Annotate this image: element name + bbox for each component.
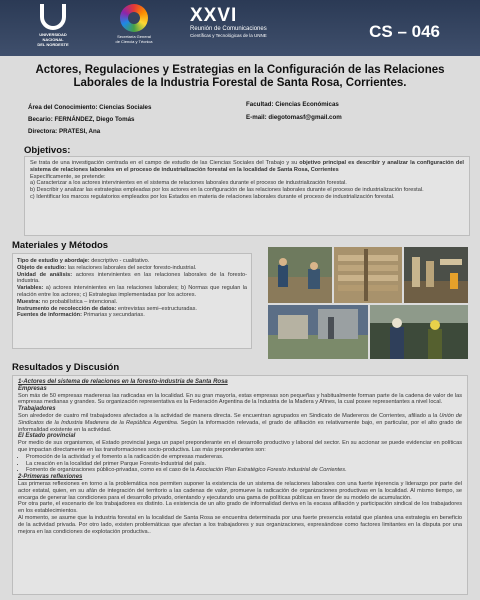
interview-photo (370, 305, 468, 359)
sawmill-photo-image (404, 247, 468, 303)
metodo-value: las relaciones laborales del sector foresto-industrial. (66, 264, 197, 271)
photo-collage (268, 247, 468, 359)
objetivos-heading: Objetivos: (24, 145, 71, 156)
area-label: Área del Conocimiento: Ciencias Sociales (28, 104, 152, 111)
estado-bullets (18, 454, 462, 474)
plant-photo-image (268, 305, 368, 359)
unne-logo (28, 4, 78, 47)
interview-photo-image (370, 305, 468, 359)
logo1-line1: UNIVERSIDAD (39, 32, 67, 37)
metodo-key: Muestra: (17, 298, 41, 305)
objetivo-item-b: b) Describir y analizar las estrategias empleadas por los actores en la configuración de las relaciones laborales durante el proceso de industrialización forestal. (30, 187, 424, 194)
facultad-label: Facultad: Ciencias Económicas (246, 101, 339, 108)
resultados-box (12, 375, 468, 595)
metodo-value: Primarias y secundarias. (81, 312, 145, 319)
email-label: E-mail: diegotomasf@gmail.com (246, 114, 342, 121)
poster-title: Actores, Regulaciones y Estrategias en la Configuración de las Relaciones Laborales de la Industria Forestal de Santa Rosa, Corrientes. (35, 64, 445, 89)
estado-heading: El Estado provincial (18, 433, 76, 440)
sawmill-photo (404, 247, 468, 303)
logo1-line2: NACIONAL (42, 37, 64, 42)
event-line2: Científicas y Tecnológicas de la UNNE (190, 33, 267, 38)
reflexion-1: Las primeras reflexiones en torno a la problemática nos permiten suponer la existencia de un sistema de relaciones laborales con una fuerte injerencia y liderazgo por parte del actor estatal, quien, en su afán de integración del territorio a las cadenas de valor, promueve la radicación de organizaciones productivas en la localidad. Al mismo tiempo, se encarga de generar las condiciones para el desarrollo privado, orientando y ejecutando una gama de políticas públicas en favor de su modelo de acumulación. (18, 480, 462, 501)
metodo-value: actores intervinientes en las relaciones laborales de la foresto-industria. (17, 271, 247, 285)
workers-photo (268, 247, 332, 303)
logo2-line1: Secretaría General (117, 34, 151, 39)
metodo-key: Objeto de estudio: (17, 264, 67, 271)
metodo-key: Tipo de estudio y abordaje: (17, 258, 90, 264)
metodos-box (12, 253, 252, 349)
objetivos-intro: Se trata de una investigación centrada en el campo de estudio de las Ciencias Sociales del Trabajo y su (30, 160, 300, 166)
metodo-value: descriptivo - cualitativo. (89, 258, 150, 264)
bullet3-text-b: . (345, 467, 347, 474)
trabajadores-heading: Trabajadores (18, 406, 56, 413)
logo2-line2: de Ciencia y Técnica (115, 39, 153, 44)
metodo-key: Variables: (17, 285, 44, 292)
bullet3-text-a: Fomento de organizaciones público-privadas, como es el caso de la (26, 467, 197, 474)
bullet-item: • La creación en la localidad del primer Parque Foresto-Industrial del país. (26, 461, 462, 468)
resultados-s1-title: 1-Actores del sistema de relaciones en la foresto-industria de Santa Rosa (18, 379, 228, 385)
metodo-key: Fuentes de información: (17, 312, 82, 319)
objetivo-item-a: a) Caracterizar a los actores intervinientes en el sistema de relaciones laborales durante el proceso de industrialización forestal. (30, 180, 347, 187)
workers-photo-image (268, 247, 332, 303)
poster-code: CS – 046 (369, 22, 440, 41)
objetivos-text (30, 160, 464, 201)
objetivos-lead: Específicamente, se pretende: (30, 173, 106, 180)
trabajadores-union: Unión de Sindicatos de la Industria Maderera de la República Argentina (18, 412, 462, 426)
becario-label: Becario: FERNÁNDEZ, Diego Tomás (28, 116, 135, 123)
empresas-heading: Empresas (18, 385, 47, 392)
objetivos-main: objetivo principal es describir y analizar la configuración del sistema de relaciones laborales en el proceso de industrialización forestal en la localidad de Santa Rosa, Corrientes (30, 160, 464, 173)
metodo-key: Unidad de análisis: (17, 271, 73, 278)
bullet3-italic: Asociación Plan Estratégico Foresto industrial de Corrientes (196, 467, 346, 474)
event-logo (190, 6, 310, 39)
secretaria-logo (104, 4, 164, 44)
resultados-heading: Resultados y Discusión (12, 362, 120, 373)
bullet-item: • Promoción de la actividad y el fomento a la radicación de empresas madereras. (26, 454, 462, 461)
plant-photo (268, 305, 368, 359)
reflexion-3: Al momento, se asume que la industria forestal en la localidad de Santa Rosa se encuentra determinada por una fuerte presencia estatal que plantea una estrategia en beneficio de la actividad privada. Por otro lado, existen problemáticas que afectan a los trabajadores y sus organizaciones, expresándose como factores limitantes en la disputa por una mejora en las condiciones de explotación productiva.. (18, 514, 462, 535)
metodo-value: a) actores intervinientes en las relaciones laborales; b) Normas que regulan la relación entre los actores; c) Estrategias implementadas por los actores. (17, 285, 247, 298)
empresas-text: Son más de 50 empresas madereras las radicadas en la localidad. En su gran mayoría, estas empresas son pequeñas y habitualmente forman parte de la cadena de valor de las empresas medianas y grandes. Su organización representativa es la Federación Argentina de la Industria de la Madera y Afines, la cual posee representantes a nivel local. (18, 392, 462, 406)
trabajadores-text-b: . Según la información relevada, el grado de afiliación es relativamente bajo, en particular, por el alto grado de informalidad existente en la actividad. (18, 419, 462, 433)
directora-label: Directora: PRATESI, Ana (28, 128, 101, 135)
rainbow-circle-icon (120, 4, 148, 32)
metodo-key: Instrumento de recolección de datos: (17, 305, 117, 312)
metodo-value: no probabilística – intencional. (40, 298, 118, 305)
objetivos-box (24, 156, 470, 236)
objetivo-item-c: c) Identificar los marcos regulatorios empleados por los Estados en materia de relaciones laborales durante el proceso de industrialización forestal. (30, 193, 395, 200)
resultados-s2-title: 2-Primeras reflexiones (18, 474, 83, 481)
metodos-heading: Materiales y Métodos (12, 240, 109, 251)
metodos-text (17, 258, 247, 319)
estado-text: Por medio de sus organismos, el Estado provincial juega un papel preponderante en el desarrollo productivo y laboral del sector. En su accionar se puede evidenciar en políticas que impactan directamente en las transformaciones socio-productiva. Las más preponderantes son: (18, 440, 462, 453)
logo1-line3: DEL NORDESTE (37, 42, 69, 47)
event-line1: Reunión de Comunicaciones (190, 26, 267, 32)
bullet-item (26, 467, 462, 474)
lumber-photo (334, 247, 402, 303)
reflexion-2: Por otra parte, el escenario de los trabajadores es distinto. La existencia de un alto grado de informalidad deriva en la escasa afiliación y participación sindical de los trabajadores en los establecimientos. (18, 501, 462, 515)
unne-u-icon (40, 4, 66, 30)
trabajadores-text-a: Son alrededor de cuatro mil trabajadores afectados a la actividad de manera directa. Se encuentran agrupados en Sindicato de Madereros de Corrientes, afiliado a la (18, 412, 440, 419)
header-banner (0, 0, 480, 56)
metodo-value: entrevistas semi–estructuradas. (116, 305, 197, 312)
resultados-text (18, 379, 462, 535)
lumber-photo-image (334, 247, 402, 303)
event-number: XXVI (190, 5, 238, 26)
